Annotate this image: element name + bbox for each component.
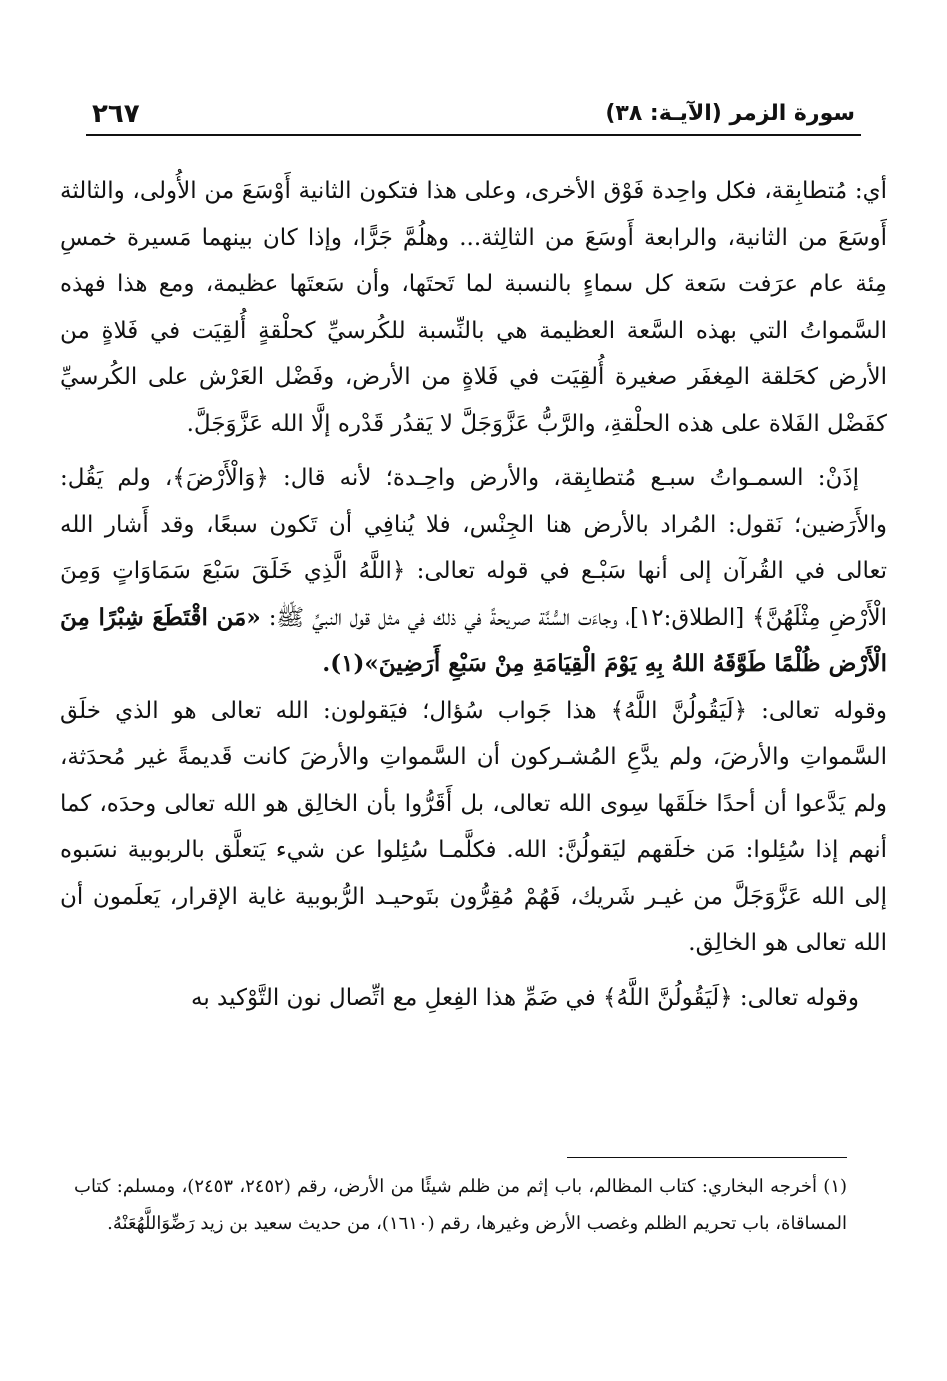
running-header bbox=[92, 96, 855, 136]
footnote-divider bbox=[567, 1157, 847, 1158]
hadith-quote: «مَن اقْتَطَعَ شِبْرًا مِنَ الْأَرْض ظُلْمًا طَوَّقَهُ اللهُ بِهِ يَوْمَ الْقِيَامَةِ مِنْ سَبْعِ أَرَضِينَ»(١). bbox=[60, 603, 887, 677]
paragraph-2 bbox=[60, 455, 887, 688]
footnote-1: (١) أخرجه البخاري: كتاب المظالم، باب إثم من ظلم شيئًا من الأرض، رقم (٢٤٥٢، ٢٤٥٣)، ومسلم: كتاب المساقاة، باب تحريم الظلم وغصب الأرض وغيرها، رقم (١٦١٠)، من حديث سعيد بن زيد رَضِّوَاللَّهُعَنْهُ. bbox=[74, 1176, 848, 1234]
main-text bbox=[60, 168, 887, 1021]
page-number: ٢٦٧ bbox=[92, 99, 140, 129]
header-divider bbox=[86, 134, 861, 136]
paragraph-4: وقوله تعالى: ﴿لَيَقُولُنَّ اللَّهُ﴾ في ضَمِّ هذا الفِعلِ مع اتِّصال نون التَّوْكيد به bbox=[190, 984, 859, 1011]
paragraph-3: وقوله تعالى: ﴿لَيَقُولُنَّ اللَّهُ﴾ هذا جَواب سُؤال؛ فيَقولون: الله تعالى هو الذي خلَق السَّمواتِ والأرضَ، ولم يدَّعِ المُشـركون أن السَّمواتِ والأرضَ كانت قَديمةً غير مُحدَثة، ولم يَدَّعوا أن أحدًا خلَقَها سِوى الله تعالى، بل أَقَرُّوا بأن الخالِق هو الله تعالى وحدَه، كما أنهم إذا سُئِلوا: مَن خلَقهم ليَقولُنَّ: الله. فكلَّمـا سُئِلوا عن شيء يَتعلَّق بالربوبية نسَبوه إلى الله عَزَّوَجَلَّ من غيـر شَريك، فَهُمْ مُقِرُّون بتَوحيـد الرُّبوبية غاية الإقرار، يَعلَمون أن الله تعالى هو الخالِق. bbox=[60, 697, 887, 956]
surah-heading: سورة الزمر (الآيـة: ٣٨) bbox=[605, 101, 855, 126]
paragraph-2-text: إذَنْ: السمـواتُ سبـع مُتطابِقة، والأرض واحِـدة؛ لأنه قال: ﴿وَالْأَرْضَ﴾، ولم يَقُل: والأَرَضين؛ نَقول: المُراد بالأرض هنا الجِنْس، فلا يُنافِي أن تَكون سبعًا، وقد أَشار الله تعالى في القُرآن إلى أنها سَبْـع في قوله تعالى: ﴿اللَّهُ الَّذِي خَلَقَ سَبْعَ سَمَاوَاتٍ وَمِنَ الْأَرْضِ مِثْلَهُنَّ﴾ [الطلاق:١٢]، وجاءَت السُّنَّة صريحةً في ذلك في مثل قول النبيِّ ﷺ: bbox=[60, 465, 887, 631]
paragraph-1: أي: مُتطابِقة، فكل واحِدة فَوْق الأخرى، وعلى هذا فتكون الثانية أَوْسَعَ من الأُولى، والثالثة أَوسَعَ من الثانية، والرابعة أَوسَعَ من الثالِثة... وهلُمَّ جَرًّا، وإذا كان بينهما مَسيرة خمسِ مِئة عام عرَفت سَعة كل سماءٍ بالنسبة لما تَحتَها، وأن سَعتَها عظيمة، ومع هذا فهذه السَّمواتُ التي بهذه السَّعة العظيمة هي بالنِّسبة للكُرسيِّ كحلْقةٍ أُلقِيَت في فَلاةٍ من الأرض كحَلقة المِغفَر صغيرة أُلقِيَت في فَلاةٍ من الأرض، وفَضْل العَرْش على الكُرسيِّ كفَضْل الفَلاة على هذه الحلْقةِ، والرَّبُّ عَزَّوَجَلَّ لا يَقدُر قَدْره إلَّا الله عَزَّوَجَلَّ. bbox=[60, 178, 887, 437]
footnotes bbox=[74, 1168, 847, 1242]
